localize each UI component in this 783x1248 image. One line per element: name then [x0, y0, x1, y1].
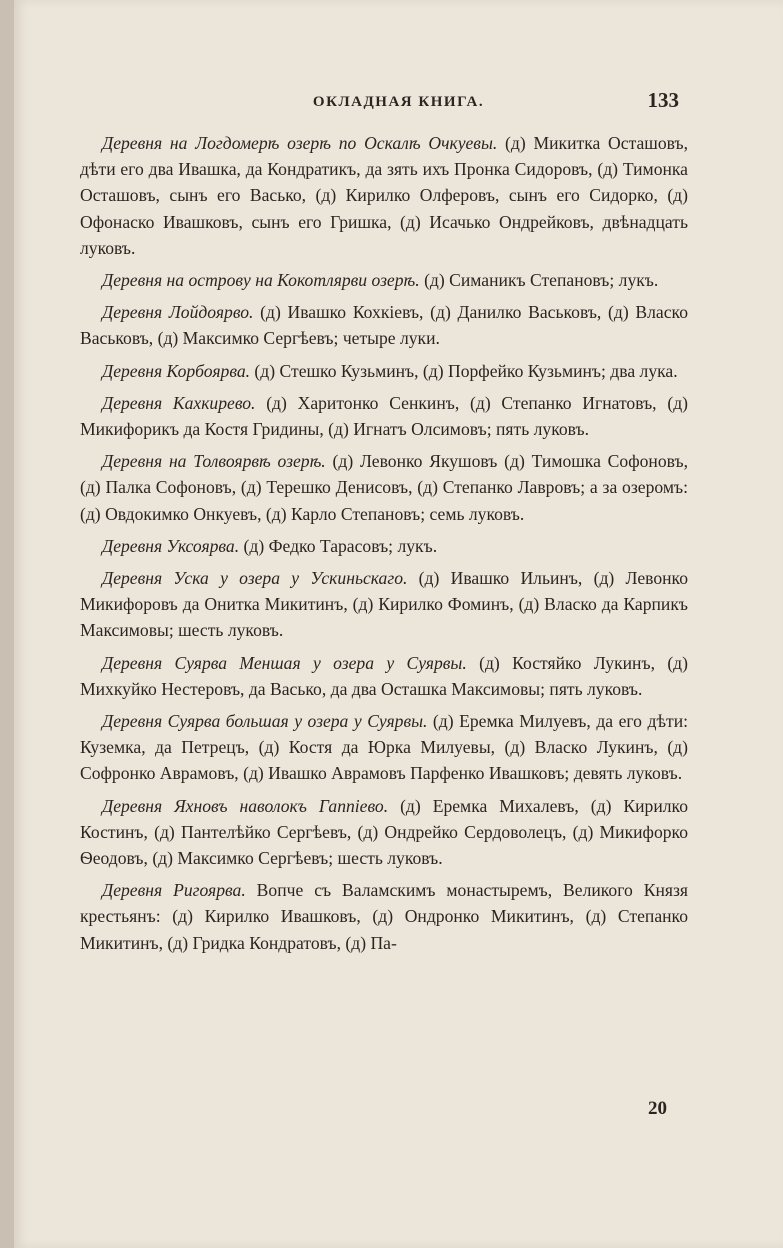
- entry-text: (д) Еремка Михалевъ, (д) Кирилко Костинъ, (д) Пантелѣйко Сергѣевъ, (д) Ондрейко Сердоволецъ, (д) Микифорко Ѳеодовъ, (д) Максимко Сергѣевъ; шесть луковъ.: [80, 795, 688, 869]
- village-name: Деревня Суярва Меншая у озера у Суярвы.: [102, 652, 467, 673]
- entry-tolvoyarvi: [80, 448, 688, 527]
- entry-yakhnov-navolok: [80, 793, 688, 872]
- village-name: Деревня на острову на Кокотлярви озерѣ.: [102, 270, 420, 291]
- body-text: [80, 130, 688, 962]
- village-name: Деревня на Толвоярвѣ озерѣ.: [102, 451, 326, 472]
- village-name: Деревня на Логдомерѣ озерѣ по Оскалѣ Очкуевы.: [102, 133, 498, 153]
- village-name: Деревня Корбоярва.: [102, 360, 251, 381]
- entry-text: (д) Микитка Осташовъ, дѣти его два Ивашка, да Кондратикъ, да зять ихъ Пронка Сидоровъ, (д) Тимонка Осташовъ, сынъ его Васько, (д) Кирилко Олферовъ, сынъ его Сидорко, (д) Офонаско Ивашковъ, сынъ его Гришка, (д) Исачько Ондрейковъ, двѣнадцать луковъ.: [80, 133, 688, 258]
- entry-text: (д) Костяйко Лукинъ, (д) Михкуйко Нестеровъ, да Васько, да два Осташка Максимовы; пять луковъ.: [80, 652, 688, 699]
- entry-kokotlyarvi: [80, 267, 688, 293]
- entry-text: (д) Стешко Кузьминъ, (д) Порфейко Кузьминъ; два лука.: [250, 360, 678, 381]
- village-name: Деревня Уска у озера у Ускиньскаго.: [102, 568, 408, 589]
- entry-text: (д) Ивашко Ильинъ, (д) Левонко Микифоровъ да Онитка Микитинъ, (д) Кирилко Фоминъ, (д) Власко да Карпикъ Максимовы; шесть луковъ.: [80, 568, 688, 641]
- entry-text: (д) Симаникъ Степановъ; лукъ.: [419, 270, 659, 291]
- entry-text: Вопче съ Валамскимъ монастыремъ, Великого Князя крестьянъ: (д) Кирилко Ивашковъ, (д) Ондронко Микитинъ, (д) Степанко Микитинъ, (д) Гридка Кондратовъ, (д) Па-: [80, 880, 688, 953]
- village-name: Деревня Уксоярва.: [102, 535, 240, 556]
- entry-korboyarva: [80, 358, 688, 384]
- village-name: Деревня Суярва большая у озера у Суярвы.: [102, 711, 428, 732]
- village-name: Деревня Лойдоярво.: [102, 302, 254, 323]
- entry-rigoyarva: [80, 877, 688, 956]
- entry-text: (д) Левонко Якушовъ (д) Тимошка Софоновъ, (д) Палка Софоновъ, (д) Терешко Денисовъ, (д) Степанко Лавровъ; а за озеромъ: (д) Овдокимко Онкуевъ, (д) Карло Степановъ; семь луковъ.: [80, 451, 688, 524]
- entry-kakhkirevo: [80, 390, 688, 442]
- entry-uska: [80, 565, 688, 644]
- book-page: [14, 0, 783, 1248]
- entry-loydoyarvo: [80, 299, 688, 351]
- entry-uksoyarva: [80, 533, 688, 559]
- village-name: Деревня Ригоярва.: [102, 880, 246, 901]
- entry-logdomer: [80, 130, 688, 261]
- entry-text: (д) Федко Тарасовъ; лукъ.: [239, 535, 438, 556]
- village-name: Деревня Кахкирево.: [102, 392, 256, 413]
- page-header: [14, 84, 783, 124]
- entry-suyarva-menshaya: [80, 650, 688, 702]
- running-title: ОКЛАДНАЯ КНИГА.: [312, 94, 485, 110]
- entry-text: (д) Ивашко Кохкіевъ, (д) Данилко Васьковъ, (д) Власко Васьковъ, (д) Максимко Сергѣевъ; четыре луки.: [80, 302, 688, 349]
- page-number: 133: [647, 88, 679, 112]
- entry-text: (д) Харитонко Сенкинъ, (д) Степанко Игнатовъ, (д) Микифорикъ да Костя Гридины, (д) Игнатъ Олсимовъ; пять луковъ.: [80, 392, 689, 440]
- entry-text: (д) Еремка Милуевъ, да его дѣти: Куземка, да Петрецъ, (д) Костя да Юрка Милуевы, (д) Власко Лукинъ, (д) Софронко Аврамовъ, (д) Ивашко Аврамовъ Парфенко Ивашковъ; девять луковъ.: [80, 711, 688, 784]
- village-name: Деревня Яхновъ наволокъ Гаппіево.: [102, 795, 389, 816]
- signature-mark: 20: [648, 1098, 667, 1119]
- entry-suyarva-bolshaya: [80, 708, 688, 787]
